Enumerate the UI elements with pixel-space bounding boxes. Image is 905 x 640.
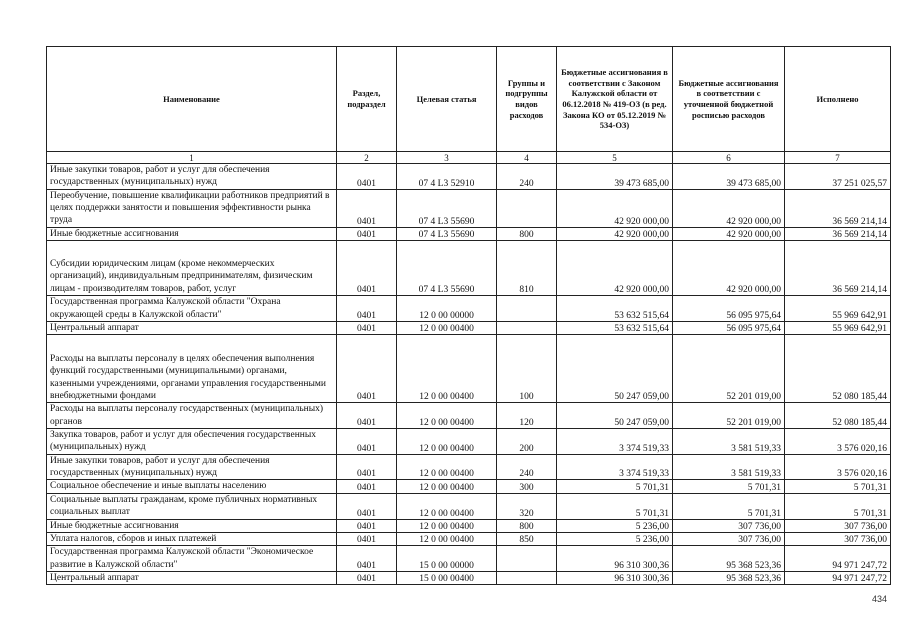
- row-group: 240: [497, 164, 557, 190]
- row-group: 300: [497, 480, 557, 493]
- row-executed: 36 569 214,14: [785, 227, 891, 240]
- row-section: 0401: [337, 532, 397, 545]
- column-number: 5: [557, 152, 673, 164]
- table-row: [47, 227, 891, 240]
- column-number: 6: [673, 152, 785, 164]
- row-target: 12 0 00 00400: [397, 493, 497, 519]
- row-name: Иные бюджетные ассигнования: [47, 519, 337, 532]
- table-row: [47, 189, 891, 227]
- row-executed: 36 569 214,14: [785, 241, 891, 296]
- table-row: [47, 164, 891, 190]
- table-row: [47, 480, 891, 493]
- row-budget-refined: 3 581 519,33: [673, 454, 785, 480]
- row-section: 0401: [337, 519, 397, 532]
- table-row: [47, 403, 891, 429]
- row-group: [497, 189, 557, 227]
- row-budget-law: 42 920 000,00: [557, 241, 673, 296]
- row-name: Закупка товаров, работ и услуг для обеспечения государственных (муниципальных) нужд: [47, 429, 337, 455]
- row-section: 0401: [337, 546, 397, 572]
- row-budget-refined: 307 736,00: [673, 519, 785, 532]
- row-budget-refined: 3 581 519,33: [673, 429, 785, 455]
- row-executed: 52 080 185,44: [785, 403, 891, 429]
- row-budget-law: 5 236,00: [557, 519, 673, 532]
- table-row: [47, 532, 891, 545]
- header-executed: Исполнено: [785, 47, 891, 152]
- page-number: 434: [871, 594, 887, 604]
- row-name: Государственная программа Калужской области "Экономическое развитие в Калужской области": [47, 546, 337, 572]
- row-budget-refined: 52 201 019,00: [673, 403, 785, 429]
- table-row: [47, 241, 891, 296]
- row-target: 12 0 00 00400: [397, 335, 497, 403]
- row-name: Переобучение, повышение квалификации работников предприятий в целях поддержки занятости и повышения эффективности рынка труда: [47, 189, 337, 227]
- row-budget-law: 42 920 000,00: [557, 227, 673, 240]
- row-name: Иные закупки товаров, работ и услуг для обеспечения государственных (муниципальных) нужд: [47, 164, 337, 190]
- row-budget-refined: 56 095 975,64: [673, 322, 785, 335]
- row-budget-law: 96 310 300,36: [557, 546, 673, 572]
- row-budget-law: 5 236,00: [557, 532, 673, 545]
- row-name: Расходы на выплаты персоналу в целях обеспечения выполнения функций государственными (муниципальными) органами, казенными учреждениями, органами управления государственными внебюджетными фондами: [47, 335, 337, 403]
- row-group: 800: [497, 519, 557, 532]
- row-budget-law: 96 310 300,36: [557, 571, 673, 584]
- row-target: 12 0 00 00400: [397, 403, 497, 429]
- budget-table: [46, 46, 891, 585]
- row-target: 12 0 00 00400: [397, 454, 497, 480]
- row-target: 07 4 L3 55690: [397, 227, 497, 240]
- header-name: Наименование: [47, 47, 337, 152]
- row-budget-refined: 52 201 019,00: [673, 335, 785, 403]
- row-section: 0401: [337, 480, 397, 493]
- row-budget-law: 3 374 519,33: [557, 454, 673, 480]
- row-executed: 307 736,00: [785, 532, 891, 545]
- row-executed: 37 251 025,57: [785, 164, 891, 190]
- row-section: 0401: [337, 164, 397, 190]
- row-name: Социальные выплаты гражданам, кроме публичных нормативных социальных выплат: [47, 493, 337, 519]
- header-target: Целевая статья: [397, 47, 497, 152]
- row-name: Уплата налогов, сборов и иных платежей: [47, 532, 337, 545]
- row-executed: 36 569 214,14: [785, 189, 891, 227]
- row-budget-law: 5 701,31: [557, 493, 673, 519]
- table-row: [47, 322, 891, 335]
- header-row: [47, 47, 891, 152]
- column-number: 2: [337, 152, 397, 164]
- row-budget-law: 50 247 059,00: [557, 335, 673, 403]
- header-budget-refined: Бюджетные ассигнования в соответствии с уточненной бюджетной росписью расходов: [673, 47, 785, 152]
- row-section: 0401: [337, 227, 397, 240]
- row-executed: 3 576 020,16: [785, 429, 891, 455]
- column-number: 3: [397, 152, 497, 164]
- row-target: 15 0 00 00000: [397, 546, 497, 572]
- row-section: 0401: [337, 454, 397, 480]
- row-group: 100: [497, 335, 557, 403]
- row-group: [497, 322, 557, 335]
- row-name: Иные закупки товаров, работ и услуг для обеспечения государственных (муниципальных) нужд: [47, 454, 337, 480]
- table-row: [47, 454, 891, 480]
- row-executed: 3 576 020,16: [785, 454, 891, 480]
- row-budget-refined: 42 920 000,00: [673, 227, 785, 240]
- row-budget-refined: 42 920 000,00: [673, 189, 785, 227]
- table-row: [47, 429, 891, 455]
- row-group: 800: [497, 227, 557, 240]
- row-target: 12 0 00 00400: [397, 532, 497, 545]
- row-section: 0401: [337, 403, 397, 429]
- row-group: 240: [497, 454, 557, 480]
- row-target: 07 4 L3 52910: [397, 164, 497, 190]
- column-number: 4: [497, 152, 557, 164]
- row-executed: 94 971 247,72: [785, 571, 891, 584]
- column-number: 7: [785, 152, 891, 164]
- row-group: [497, 571, 557, 584]
- row-budget-law: 42 920 000,00: [557, 189, 673, 227]
- row-target: 15 0 00 00400: [397, 571, 497, 584]
- row-target: 12 0 00 00400: [397, 429, 497, 455]
- row-section: 0401: [337, 571, 397, 584]
- row-executed: 52 080 185,44: [785, 335, 891, 403]
- row-budget-refined: 307 736,00: [673, 532, 785, 545]
- row-group: 120: [497, 403, 557, 429]
- row-name: Социальное обеспечение и иные выплаты населению: [47, 480, 337, 493]
- header-group: Группы и подгруппы видов расходов: [497, 47, 557, 152]
- row-budget-law: 5 701,31: [557, 480, 673, 493]
- row-budget-law: 3 374 519,33: [557, 429, 673, 455]
- row-executed: 55 969 642,91: [785, 322, 891, 335]
- table-row: [47, 493, 891, 519]
- row-name: Иные бюджетные ассигнования: [47, 227, 337, 240]
- row-group: [497, 546, 557, 572]
- row-group: [497, 296, 557, 322]
- header-budget-law: Бюджетные ассигнования в соответствии с Законом Калужской области от 06.12.2018 № 419-ОЗ (в ред. Закона КО от 05.12.2019 № 534-ОЗ): [557, 47, 673, 152]
- row-section: 0401: [337, 296, 397, 322]
- row-section: 0401: [337, 493, 397, 519]
- row-target: 12 0 00 00400: [397, 519, 497, 532]
- header-section: Раздел, подраздел: [337, 47, 397, 152]
- row-section: 0401: [337, 429, 397, 455]
- row-group: 810: [497, 241, 557, 296]
- row-budget-refined: 42 920 000,00: [673, 241, 785, 296]
- table-row: [47, 296, 891, 322]
- row-name: Расходы на выплаты персоналу государственных (муниципальных) органов: [47, 403, 337, 429]
- table-row: [47, 571, 891, 584]
- row-target: 12 0 00 00400: [397, 322, 497, 335]
- row-budget-law: 39 473 685,00: [557, 164, 673, 190]
- table-row: [47, 546, 891, 572]
- row-section: 0401: [337, 335, 397, 403]
- row-executed: 94 971 247,72: [785, 546, 891, 572]
- row-executed: 307 736,00: [785, 519, 891, 532]
- row-target: 12 0 00 00000: [397, 296, 497, 322]
- row-executed: 55 969 642,91: [785, 296, 891, 322]
- row-budget-refined: 56 095 975,64: [673, 296, 785, 322]
- column-number: 1: [47, 152, 337, 164]
- row-budget-refined: 5 701,31: [673, 493, 785, 519]
- row-budget-refined: 95 368 523,36: [673, 546, 785, 572]
- budget-table-container: [46, 46, 890, 585]
- row-executed: 5 701,31: [785, 480, 891, 493]
- row-budget-refined: 39 473 685,00: [673, 164, 785, 190]
- row-budget-law: 53 632 515,64: [557, 322, 673, 335]
- row-target: 12 0 00 00400: [397, 480, 497, 493]
- row-budget-refined: 5 701,31: [673, 480, 785, 493]
- row-budget-law: 50 247 059,00: [557, 403, 673, 429]
- row-group: 320: [497, 493, 557, 519]
- row-budget-law: 53 632 515,64: [557, 296, 673, 322]
- row-target: 07 4 L3 55690: [397, 189, 497, 227]
- column-number-row: [47, 152, 891, 164]
- row-group: 850: [497, 532, 557, 545]
- row-name: Субсидии юридическим лицам (кроме некоммерческих организаций), индивидуальным предпринимателям, физическим лицам - производителям товаров, работ, услуг: [47, 241, 337, 296]
- row-section: 0401: [337, 241, 397, 296]
- row-section: 0401: [337, 189, 397, 227]
- row-name: Центральный аппарат: [47, 571, 337, 584]
- row-name: Центральный аппарат: [47, 322, 337, 335]
- row-target: 07 4 L3 55690: [397, 241, 497, 296]
- row-group: 200: [497, 429, 557, 455]
- row-executed: 5 701,31: [785, 493, 891, 519]
- table-row: [47, 519, 891, 532]
- table-row: [47, 335, 891, 403]
- row-section: 0401: [337, 322, 397, 335]
- row-budget-refined: 95 368 523,36: [673, 571, 785, 584]
- row-name: Государственная программа Калужской области "Охрана окружающей среды в Калужской области": [47, 296, 337, 322]
